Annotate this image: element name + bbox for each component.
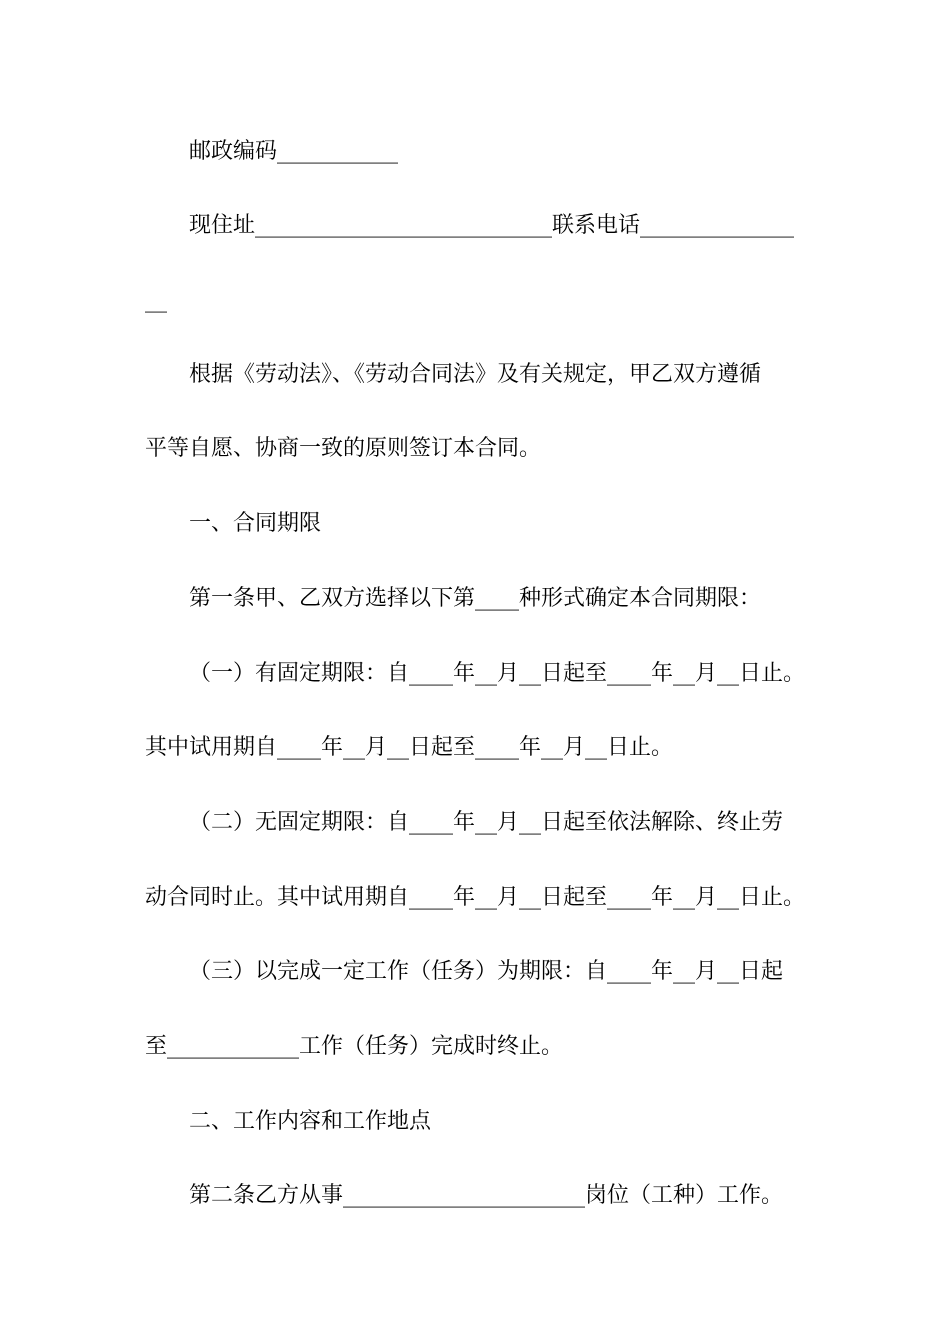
address-phone-line: 现住址___________________________联系电话______________ <box>189 213 795 238</box>
task-term-line-2: 至____________工作（任务）完成时终止。 <box>145 1034 564 1059</box>
article-1-line: 第一条甲、乙双方选择以下第____种形式确定本合同期限： <box>189 586 762 611</box>
open-term-line-1: （二）无固定期限：自____年__月__日起至依法解除、终止劳 <box>189 810 784 835</box>
article-2-line: 第二条乙方从事______________________岗位（工种）工作。 <box>189 1183 784 1208</box>
section-heading-term: 一、合同期限 <box>189 511 322 536</box>
task-term-line-1: （三）以完成一定工作（任务）为期限：自____年__月__日起 <box>189 959 784 984</box>
fixed-term-line-2: 其中试用期自____年__月__日起至____年__月__日止。 <box>145 735 674 760</box>
preamble-line-1: 根据《劳动法》、《劳动合同法》及有关规定，甲乙双方遵循 <box>189 362 762 387</box>
preamble-line-2: 平等自愿、协商一致的原则签订本合同。 <box>145 436 542 461</box>
open-term-line-2: 动合同时止。其中试用期自____年__月__日起至____年__月__日止。 <box>145 885 806 910</box>
phone-continuation-line: __ <box>145 288 167 313</box>
fixed-term-line-1: （一）有固定期限：自____年__月__日起至____年__月__日止。 <box>189 661 806 686</box>
postal-code-line: 邮政编码___________ <box>189 139 399 164</box>
section-heading-work: 二、工作内容和工作地点 <box>189 1109 432 1134</box>
